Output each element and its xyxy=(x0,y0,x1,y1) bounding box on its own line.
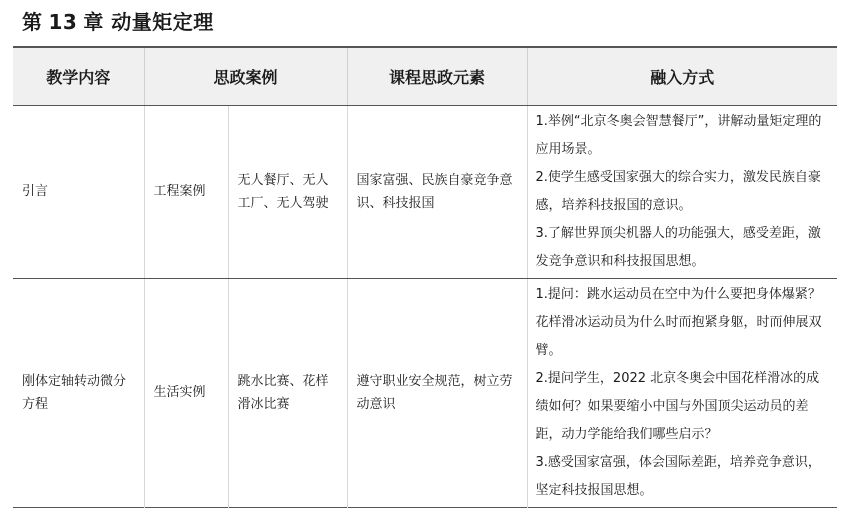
table-header-row xyxy=(13,47,837,105)
header-method: 融入方式 xyxy=(527,47,837,105)
row-case-type: 工程案例 xyxy=(144,105,228,278)
title-prefix: 第 xyxy=(22,10,43,34)
ideology-table xyxy=(13,46,837,508)
row-element: 国家富强、民族自豪竞争意识、科技报国 xyxy=(347,105,527,278)
row-content: 刚体定轴转动微分方程 xyxy=(13,278,144,507)
method-item: 1.提问：跳水运动员在空中为什么要把身体爆紧？花样滑冰运动员为什么时而抱紧身躯，时而伸展双臂。 xyxy=(535,286,822,358)
method-item: 3.了解世界顶尖机器人的功能强大，感受差距，激发竞争意识和科技报国思想。 xyxy=(535,225,821,269)
page-title xyxy=(22,6,214,35)
method-item: 1.举例“北京冬奥会智慧餐厅”，讲解动量矩定理的应用场景。 xyxy=(535,113,822,157)
row-content: 引言 xyxy=(13,105,144,278)
title-suffix: 章 动量矩定理 xyxy=(83,10,214,34)
header-case: 思政案例 xyxy=(144,47,347,105)
row-methods xyxy=(527,105,837,278)
table-row xyxy=(13,278,837,507)
header-content: 教学内容 xyxy=(13,47,144,105)
row-case-detail: 无人餐厅、无人工厂、无人驾驶 xyxy=(228,105,347,278)
header-element: 课程思政元素 xyxy=(347,47,527,105)
chapter-number: 13 xyxy=(48,10,78,34)
row-methods xyxy=(527,278,837,507)
row-case-type: 生活实例 xyxy=(144,278,228,507)
ideology-table-container xyxy=(13,46,837,508)
row-element: 遵守职业安全规范，树立劳动意识 xyxy=(347,278,527,507)
method-item: 2.使学生感受国家强大的综合实力，激发民族自豪感，培养科技报国的意识。 xyxy=(535,169,821,213)
row-case-detail: 跳水比赛、花样滑冰比赛 xyxy=(228,278,347,507)
method-item: 2.提问学生，2022 北京冬奥会中国花样滑冰的成绩如何？如果要缩小中国与外国顶尖运动员的差距，动力学能给我们哪些启示？ xyxy=(535,370,820,442)
table-row xyxy=(13,105,837,278)
method-item: 3.感受国家富强，体会国际差距，培养竞争意识，坚定科技报国思想。 xyxy=(535,454,821,498)
